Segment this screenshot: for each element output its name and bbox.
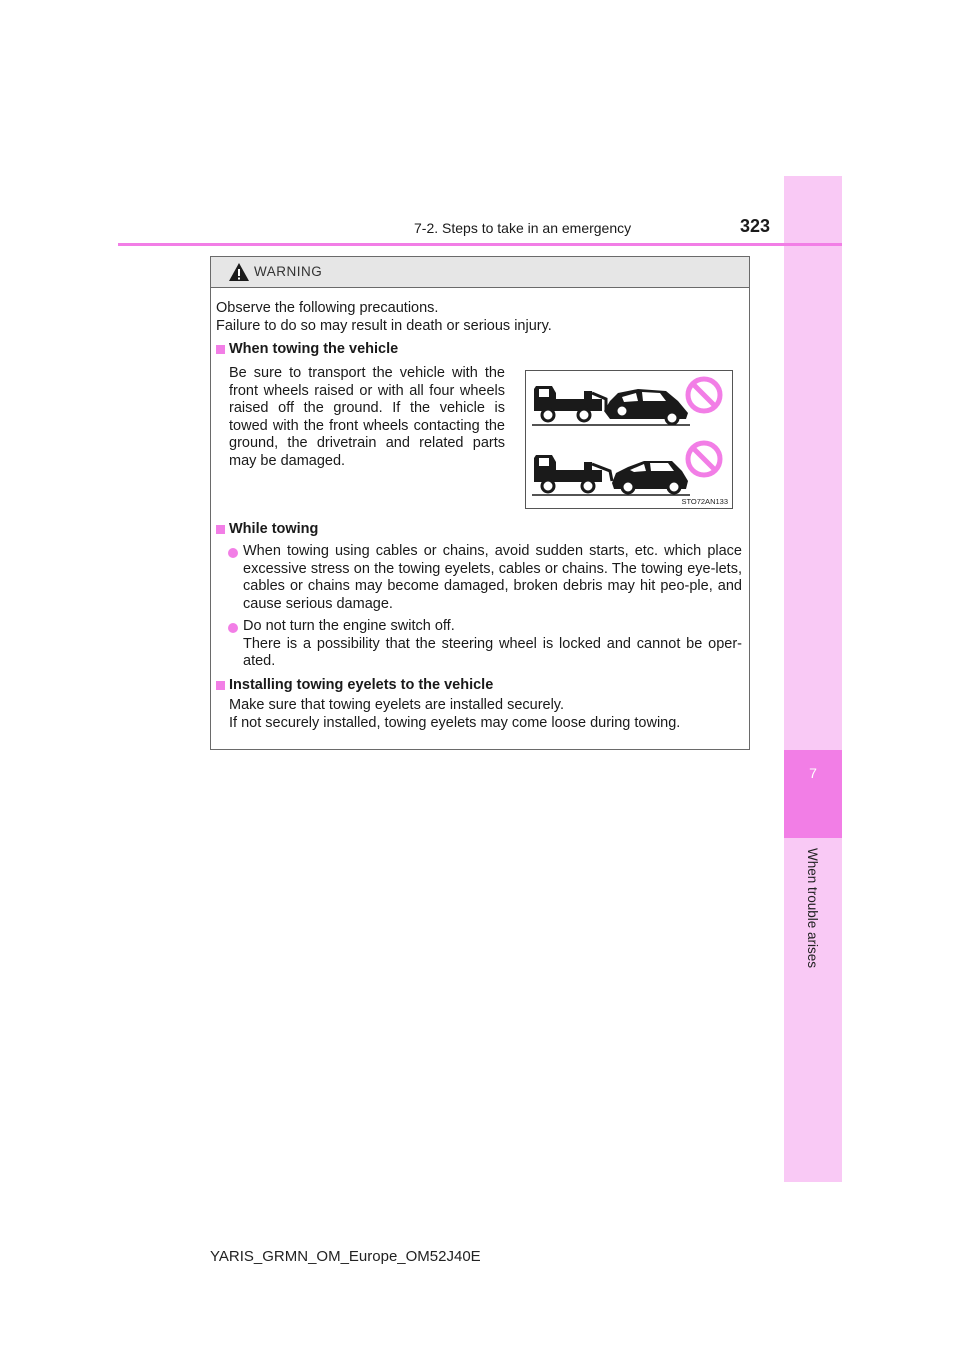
section-square-icon [216, 345, 225, 354]
warning-header [211, 257, 749, 288]
prohibited-icon [688, 443, 720, 475]
eyelets-line1: Make sure that towing eyelets are installed securely. [229, 697, 565, 713]
section-title-towing: When towing the vehicle [229, 341, 399, 357]
bullet-text-engine-switch: Do not turn the engine switch off. There is a possibility that the steering wheel is locked and cannot be oper-ated. [243, 618, 742, 669]
bullet-dot-icon [228, 548, 238, 558]
warning-intro-line1: Observe the following precautions. [216, 300, 439, 316]
bullet-dot-icon [228, 623, 238, 633]
bullet-text-cables: When towing using cables or chains, avoid sudden starts, etc. which place excessive stress on the towing eyelets, cables or chains. The towing eye-lets, cables or chains may become damaged, broken debris may hit peo-ple, and cause serious damage. [243, 543, 742, 612]
warning-label: WARNING [254, 264, 323, 279]
eyelets-line2: If not securely installed, towing eyelets may come loose during towing. [229, 715, 681, 731]
tow-truck-icon [534, 386, 606, 421]
chapter-title: When trouble arises [805, 848, 820, 969]
header-rule [118, 243, 842, 246]
section-square-icon [216, 525, 225, 534]
section-body-towing: Be sure to transport the vehicle with the front wheels raised or with all four wheels raised off the ground. If the vehicle is towed with the front wheels contacting the ground, the drivetrain and related parts may be damaged. [229, 365, 505, 469]
warning-triangle-icon [228, 262, 250, 282]
chapter-side-tab [784, 176, 842, 1182]
warning-intro-line2: Failure to do so may result in death or serious injury. [216, 318, 552, 334]
towing-illustration [525, 370, 733, 509]
tow-truck-icon [534, 455, 612, 492]
chapter-number-block [784, 750, 842, 838]
car-icon [612, 461, 688, 493]
illustration-caption: STO72AN133 [681, 497, 728, 506]
section-title-eyelets: Installing towing eyelets to the vehicle [229, 677, 494, 693]
section-title-while-towing: While towing [229, 521, 319, 537]
section-title: 7-2. Steps to take in an emergency [414, 220, 632, 236]
prohibited-icon [688, 379, 720, 411]
car-icon [604, 389, 688, 424]
chapter-number: 7 [809, 765, 817, 781]
document-id: YARIS_GRMN_OM_Europe_OM52J40E [210, 1248, 481, 1265]
section-square-icon [216, 681, 225, 690]
page-number: 323 [740, 216, 771, 236]
towing-illustration-graphic [526, 371, 732, 508]
